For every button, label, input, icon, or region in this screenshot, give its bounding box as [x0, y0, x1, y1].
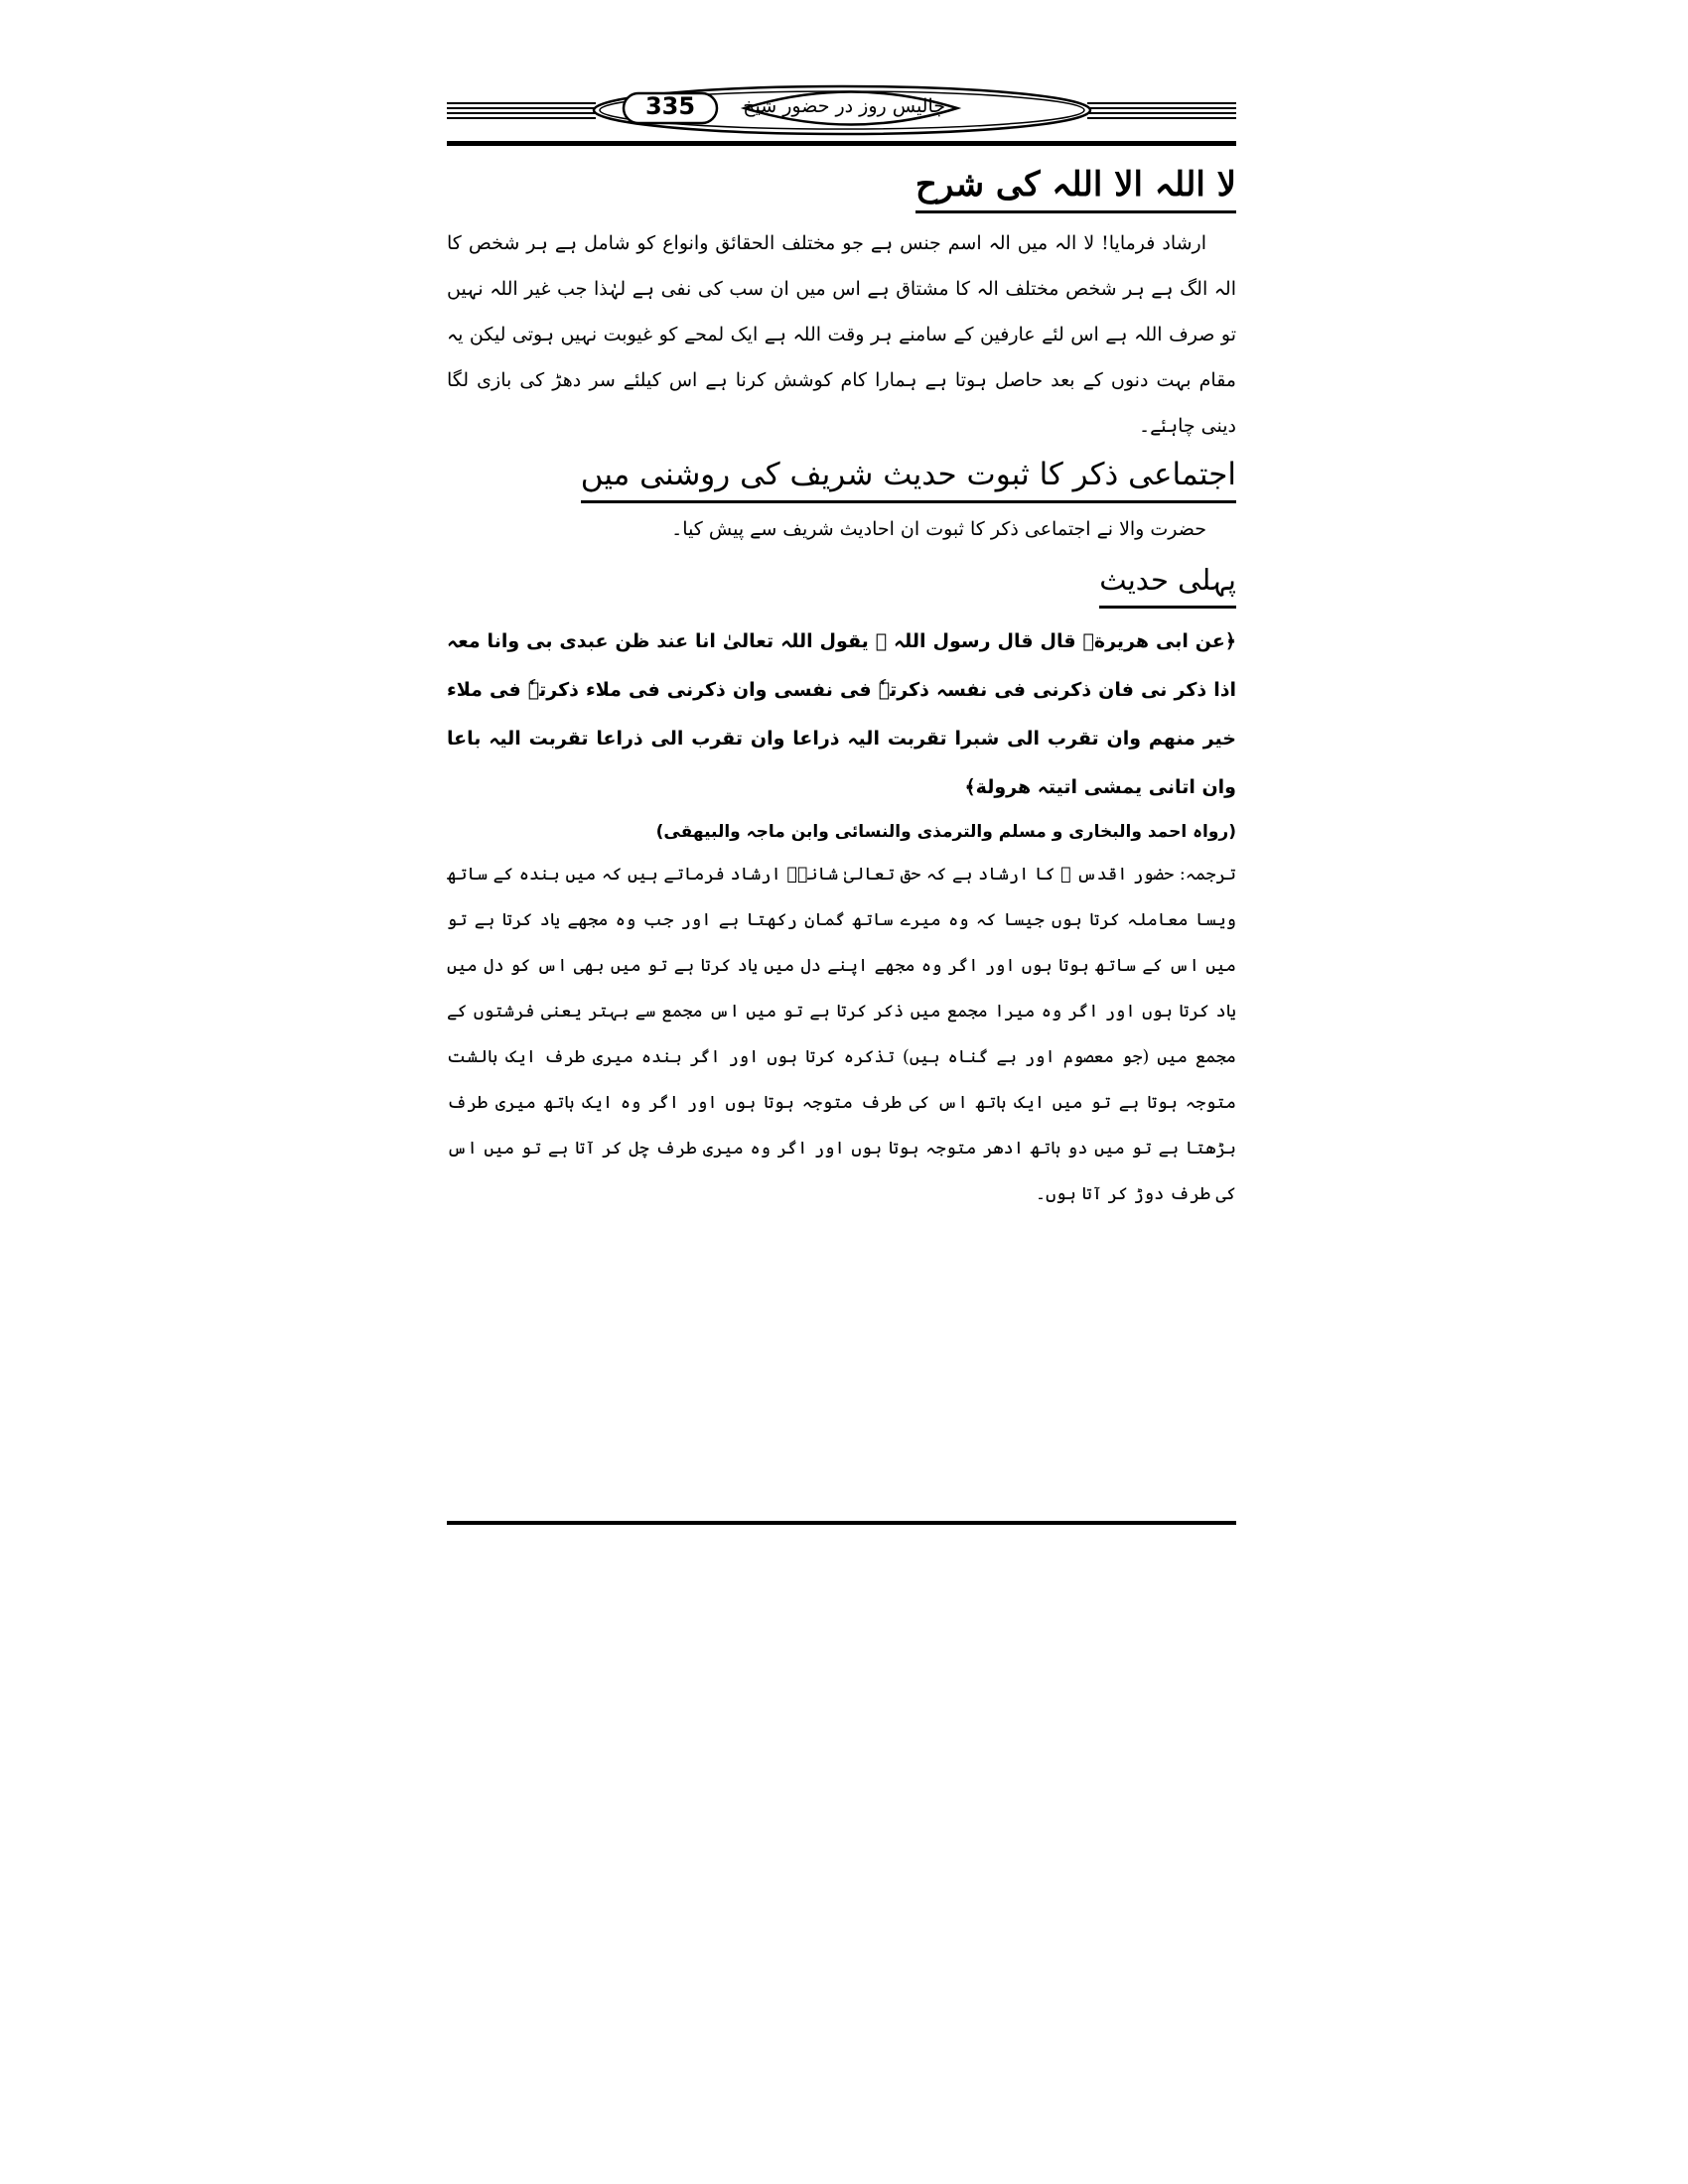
translation-line: ترجمہ: حضور اقدس ﷺ کا ارشاد ہے کہ حق تعالیٰ شانہٗ ارشاد فرماتے ہیں کہ میں بندہ	[518, 865, 1236, 885]
page-number: 335	[644, 92, 696, 120]
text-line: ارشاد فرمایا! لا الہ میں الہ اسم جنس ہے جو مختلف الحقائق وانواع کو شامل ہے	[554, 232, 1206, 254]
translation-line: کرتا ہوں اور اگر وہ میرا مجمع میں ذکر کرتا ہے تو میں اس مجمع سے بہتر یعنی فرشتوں کے مجمع میں	[447, 1002, 1236, 1067]
bottom-rule	[447, 1521, 1236, 1525]
text-line: جب غیر اللہ نہیں تو صرف اللہ ہے اس لئے عارفین کے سامنے ہر وقت اللہ ہے ایک	[447, 278, 1236, 345]
book-page	[447, 79, 1236, 1539]
hadith-arabic-text	[447, 617, 1236, 812]
page-header	[447, 79, 1236, 154]
arabic-line: ذکرنی فی ملاء ذکرتہٗ فی ملاء خیر منھم وان تقرب الی شبرا تقربت الیہ	[447, 679, 1236, 750]
hadith-translation	[447, 852, 1236, 1217]
text-line: حضرت والا نے اجتماعی ذکر کا ثبوت ان احادیث شریف سے پیش کیا۔	[671, 518, 1206, 540]
text-line: لمحے کو غیوبت نہیں ہوتی لیکن یہ مقام بہت دنوں کے بعد حاصل ہوتا ہے ہمارا کام	[447, 324, 1236, 391]
section-heading-ijtimai-zikr	[447, 451, 1236, 502]
translation-line: کے ساتھ ویسا معاملہ کرتا ہوں جیسا کہ وہ میرے ساتھ گمان رکھتا ہے اور جب وہ مجھے یاد کرتا ہے تو	[447, 865, 1236, 930]
section-heading-text: لا اللہ الا اللہ کی شرح	[915, 161, 1236, 213]
section-heading-text: پہلی حدیث	[1099, 556, 1236, 609]
text-line: کوشش کرنا ہے اس کیلئے سر دھڑ کی بازی لگا دینی چاہئے۔	[447, 369, 1236, 437]
running-title: چالیس روز در حضور شیخ	[743, 95, 945, 117]
arabic-line: ظن عبدی بی وانا معہ اذا ذکر نی فان ذکرنی فی نفسہ ذکرتہٗ فی نفسی وان	[447, 630, 1236, 701]
text-line: ہر شخص کا الہ الگ ہے ہر شخص مختلف الہ کا مشتاق ہے اس میں ان سب کی نفی ہے لہٰذا	[447, 232, 1236, 300]
section-heading-pehli-hadith	[447, 556, 1236, 608]
hadith-reference: (رواہ احمد والبخاری و مسلم والترمذی والنسائی وابن ماجہ والبیھقی)	[655, 822, 1236, 842]
paragraph-ijtimai-zikr	[447, 506, 1236, 552]
arabic-line: ﴿عن ابی ھریرةؓ قال قال رسول اللہ ﷺ یقول اللہ تعالیٰ انا عند	[656, 630, 1236, 652]
translation-line: میں اس کے ساتھ ہوتا ہوں اور اگر وہ مجھے اپنے دل میں یاد کرتا ہے تو میں بھی اس کو دل میں یاد	[447, 956, 1236, 1022]
page-content	[447, 161, 1236, 1217]
paragraph-sharh	[447, 220, 1236, 449]
translation-line: ادھر متوجہ ہوتا ہوں اور اگر وہ میری طرف چل کر آتا ہے تو میں اس کی طرف دوڑ کر آتا ہوں۔	[447, 1139, 1236, 1204]
section-heading-sharh	[447, 161, 1236, 212]
section-heading-text: اجتماعی ذکر کا ثبوت حدیث شریف کی روشنی میں	[581, 451, 1236, 503]
arabic-line: ذراعا وان تقرب الی ذراعا تقربت الیہ باعا وان اتانی یمشی اتیتہ ھرولة﴾	[447, 728, 1236, 798]
translation-line: (جو معصوم اور بے گناہ ہیں) تذکرہ کرتا ہوں اور اگر بندہ میری طرف ایک بالشت متوجہ ہوتا ہے تو	[447, 1047, 1236, 1113]
translation-line: میں ایک ہاتھ اس کی طرف متوجہ ہوتا ہوں اور اگر وہ ایک ہاتھ میری طرف بڑھتا ہے تو میں دو ہاتھ	[447, 1093, 1236, 1159]
